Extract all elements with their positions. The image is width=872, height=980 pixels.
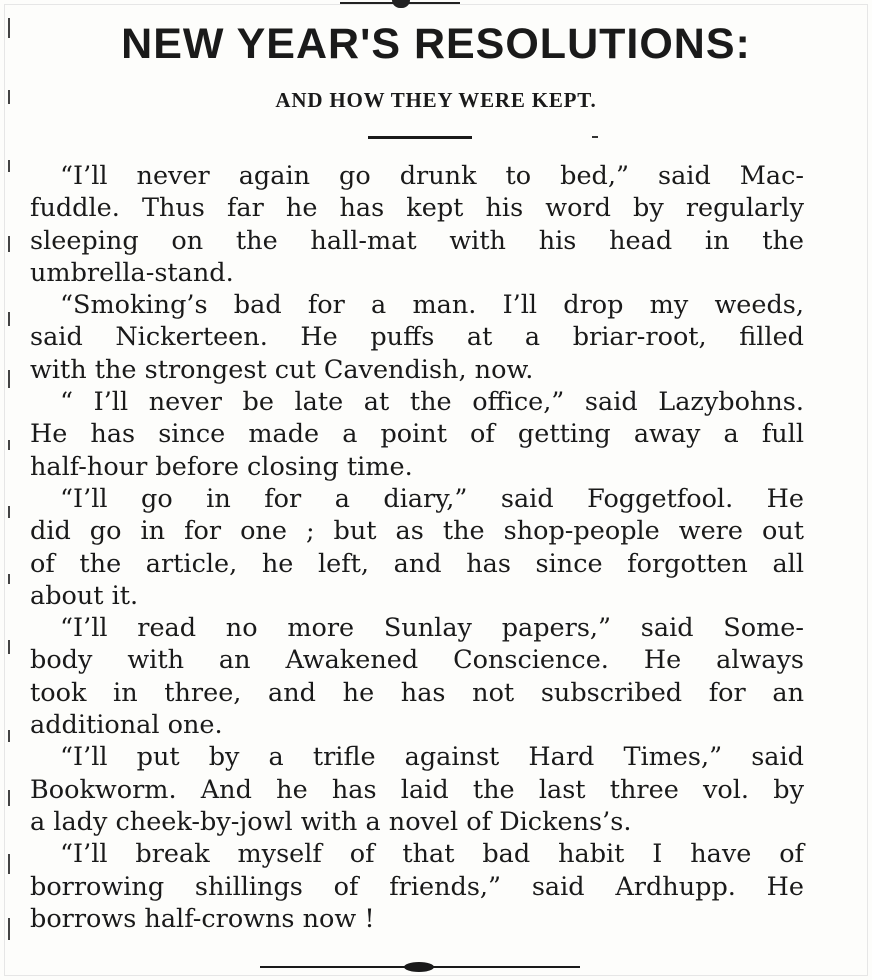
text-line: “ I’ll never be late at the office,” said Lazybohns. — [60, 387, 804, 418]
text-line: “I’ll break myself of that bad habit I have of — [60, 839, 804, 870]
divider-rule — [368, 136, 472, 139]
subheadline: AND HOW THEY WERE KEPT. — [275, 88, 597, 112]
text-line: sleeping on the hall-mat with his head in the — [30, 225, 804, 256]
text-line: took in three, and he has not subscribed for an — [30, 677, 804, 708]
headline: NEW YEAR'S RESOLUTIONS: — [121, 20, 751, 68]
text-line: “I’ll go in for a diary,” said Foggetfool. He — [60, 483, 804, 514]
text-line: with the strongest cut Cavendish, now. — [30, 354, 534, 385]
text-line: “Smoking’s bad for a man. I’ll drop my weeds, — [60, 290, 804, 321]
text-line: additional one. — [30, 710, 223, 741]
text-line: “I’ll read no more Sunlay papers,” said Some- — [60, 613, 804, 644]
article-body — [30, 160, 804, 935]
text-line: about it. — [30, 580, 139, 611]
text-line: “I’ll never again go drunk to bed,” said Mac- — [60, 161, 804, 191]
text-line: borrows half-crowns now ! — [30, 903, 375, 934]
text-line: umbrella-stand. — [30, 257, 234, 288]
text-line: said Nickerteen. He puffs at a briar-root, filled — [30, 322, 804, 353]
text-line: He has since made a point of getting away a full — [30, 419, 804, 450]
divider-mark — [592, 136, 598, 138]
text-line: “I’ll put by a trifle against Hard Times,” said — [60, 742, 804, 773]
text-line: a lady cheek-by-jowl with a novel of Dickens’s. — [30, 806, 632, 837]
text-line: half-hour before closing time. — [30, 451, 413, 482]
bottom-ornament — [404, 962, 434, 972]
text-line: Bookworm. And he has laid the last three vol. by — [30, 774, 804, 805]
text-line: borrowing shillings of friends,” said Ardhupp. He — [30, 871, 804, 902]
text-line: did go in for one ; but as the shop-people were out — [30, 516, 804, 547]
text-line: fuddle. Thus far he has kept his word by regularly — [30, 193, 804, 224]
text-line: of the article, he left, and has since forgotten all — [30, 548, 804, 579]
text-line: body with an Awakened Conscience. He always — [30, 645, 804, 676]
